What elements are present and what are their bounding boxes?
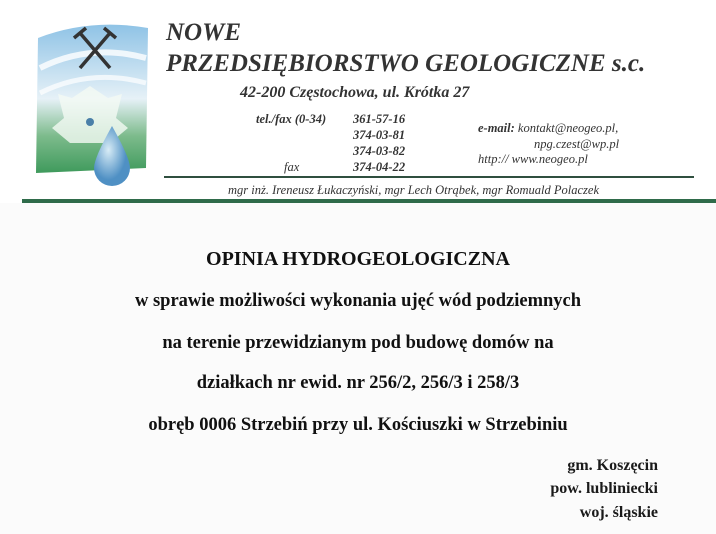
company-name-line2: PRZEDSIĘBIORSTWO GEOLOGICZNE s.c. [166, 50, 646, 77]
fax-label: fax [284, 160, 300, 174]
subtitle-line: obręb 0006 Strzebiń przy ul. Kościuszki w Strzebiniu [148, 415, 568, 435]
company-address: 42-200 Częstochowa, ul. Krótka 27 [240, 84, 470, 101]
company-name-line1: NOWE [166, 19, 242, 46]
fax-number: 374-04-22 [353, 160, 406, 174]
email-link-secondary[interactable]: npg.czest@wp.pl [534, 137, 620, 151]
phone-number: 361-57-16 [353, 112, 406, 126]
location-voivodeship: woj. śląskie [579, 504, 658, 521]
document-title: OPINIA HYDROGEOLOGICZNA [206, 248, 510, 270]
location-commune: gm. Koszęcin [567, 457, 658, 474]
subtitle-line: działkach nr ewid. nr 256/2, 256/3 i 258/3 [196, 373, 520, 393]
phone-label: tel./fax (0-34) [256, 112, 327, 126]
phone-number: 374-03-82 [353, 144, 406, 158]
email-label: e-mail: [478, 121, 515, 135]
phone-number: 374-03-81 [353, 128, 406, 142]
subtitle-line: w sprawie możliwości wykonania ujęć wód podziemnych [134, 291, 582, 311]
website-link[interactable]: http:// www.neogeo.pl [478, 152, 588, 166]
email-link[interactable]: kontakt@neogeo.pl, [517, 121, 619, 135]
partners-list: mgr inż. Ireneusz Łukaczyński, mgr Lech Otrąbek, mgr Romuald Polaczek [228, 183, 600, 197]
subtitle-line: na terenie przewidzianym pod budowę domów na [162, 333, 554, 353]
header-bottom-rule [22, 199, 716, 203]
header-divider [164, 176, 694, 178]
phone-list [256, 111, 405, 175]
location-county: pow. lubliniecki [550, 480, 658, 497]
email-line [478, 121, 618, 136]
company-logo [30, 18, 158, 198]
